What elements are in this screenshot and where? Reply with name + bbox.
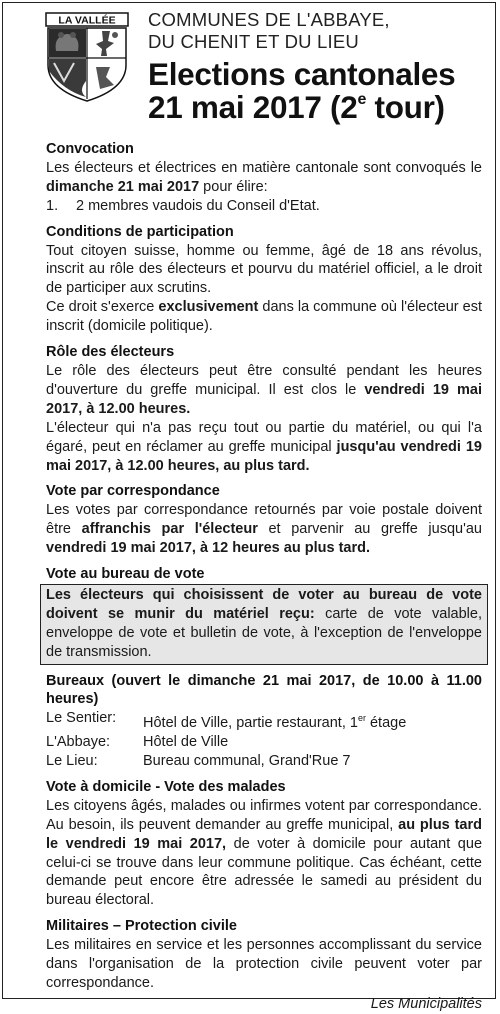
list-item: 1. 2 membres vaudois du Conseil d'Etat. [46, 197, 320, 214]
heading-correspondance: Vote par correspondance [46, 483, 220, 500]
notice-body [46, 140, 482, 1014]
highlight-box: Les électeurs qui choisissent de voter au bureau de vote doivent se munir du matériel reçu: carte de vote valable, enveloppe de vote et bulletin de vote, à l'exception de l'enveloppe de transmission. [40, 584, 488, 665]
militaires-text: Les militaires en service et les personnes accomplissant du service dans l'organisation de la protection civile peuvent voter par correspondance. [46, 937, 482, 991]
conditions-p1: Tout citoyen suisse, homme ou femme, âgé de 18 ans révolus, inscrit au rôle des électeurs et pourvu du matériel officiel, a le droit de participer aux scrutins. [46, 242, 482, 297]
section-convocation [46, 140, 482, 216]
bureau-row: Le Lieu: Bureau communal, Grand'Rue 7 [46, 753, 351, 770]
header-subtitle-line2: DU CHENIT ET DU LIEU [148, 31, 359, 52]
section-domicile [46, 778, 482, 910]
bureau-row: L'Abbaye: Hôtel de Ville [46, 734, 229, 751]
section-bureau-vote [46, 565, 482, 665]
bureau-row: Le Sentier: Hôtel de Ville, partie restaurant, 1er étage [46, 710, 407, 732]
title-line2: 21 mai 2017 (2e tour) [148, 89, 445, 125]
heading-conditions: Conditions de participation [46, 223, 234, 240]
role-p1: Le rôle des électeurs peut être consulté pendant les heures d'ouverture du greffe municipal. Il est clos le vendredi 19 mai 2017, à 12.00 heures. [46, 362, 482, 417]
section-bureaux [46, 672, 482, 771]
correspondance-text: Les votes par correspondance retournés par voie postale doivent être affranchis par l'électeur et parvenir au greffe jusqu'au vendredi 19 mai 2017, à 12 heures au plus tard. [46, 502, 482, 557]
header-subtitle [148, 9, 390, 53]
heading-convocation: Convocation [46, 141, 134, 157]
page-title [148, 58, 455, 124]
domicile-text: Les citoyens âgés, malades ou infirmes votent par correspondance. Au besoin, ils peuvent demander au greffe municipal, au plus tard le vendredi 19 mai 2017, de voter à domicile pour autant que celui-ci se trouve dans leur commune politique. Cas échéant, cette demande peut encore être adressée le samedi au président du bureau électoral. [46, 797, 483, 909]
heading-role: Rôle des électeurs [46, 344, 175, 361]
conditions-p2: Ce droit s'exerce exclusivement dans la commune où l'électeur est inscrit (domicile politique). [46, 299, 482, 335]
title-line1: Elections cantonales [148, 56, 456, 92]
role-p2: L'électeur qui n'a pas reçu tout ou partie du matériel, ou qui l'a égaré, peut en réclamer au greffe municipal jusqu'au vendredi 19 mai 2017, à 12.00 heures, au plus tard. [46, 419, 482, 474]
crest-label: LA VALLÉE [58, 14, 116, 27]
signature: Les Municipalités [370, 995, 482, 1012]
heading-bureaux: Bureaux (ouvert le dimanche 21 mai 2017, de 10.00 à 11.00 heures) [46, 672, 482, 708]
header-subtitle-line1: COMMUNES DE L'ABBAYE, [148, 9, 390, 30]
heading-domicile: Vote à domicile - Vote des malades [46, 778, 286, 795]
heading-militaires: Militaires – Protection civile [46, 918, 237, 935]
heading-bureau-vote: Vote au bureau de vote [46, 566, 205, 583]
section-militaires [46, 917, 482, 993]
crest-logo [44, 11, 130, 103]
convocation-text: Les électeurs et électrices en matière cantonale sont convoqués le dimanche 21 mai 2017 pour élire: [46, 159, 482, 195]
section-role [46, 343, 482, 475]
section-conditions [46, 223, 482, 336]
section-correspondance [46, 482, 482, 558]
